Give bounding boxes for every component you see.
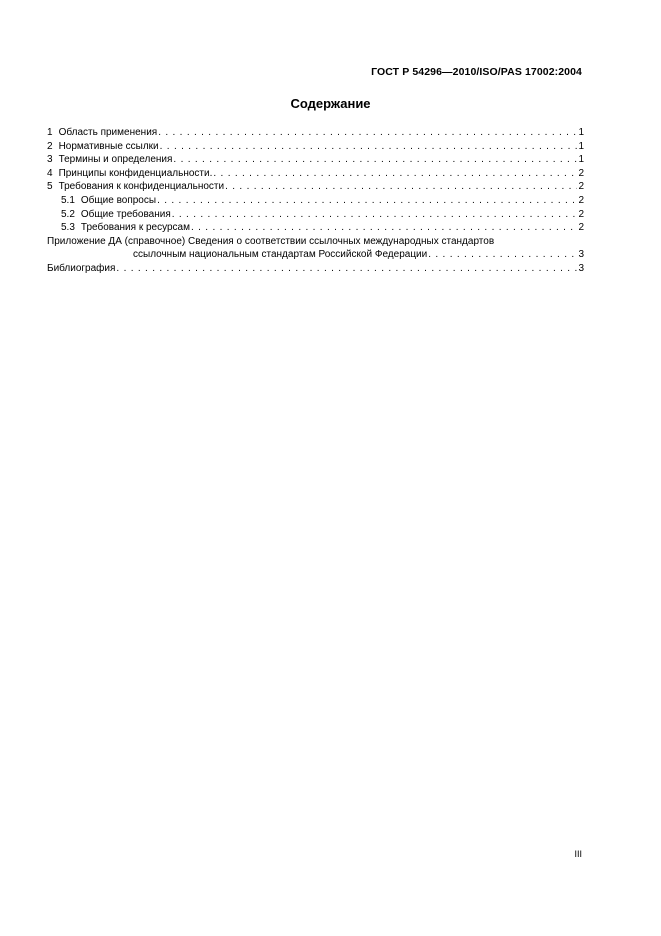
toc-entry-page: 1	[578, 127, 584, 138]
toc-entry-page: 3	[578, 262, 584, 274]
toc-leader-dots	[225, 180, 577, 194]
toc-leader-dots	[116, 262, 577, 276]
toc-entry-4[interactable]	[47, 167, 584, 181]
toc-leader-dots	[191, 221, 577, 235]
toc-appendix-title: Приложение ДА (справочное) Сведения о соответствии ссылочных международных стандартов	[47, 235, 495, 247]
toc-entry-page: 2	[578, 181, 584, 193]
toc-entry-title: Требования к конфиденциальности	[58, 181, 225, 193]
toc-entry-1[interactable]	[47, 126, 584, 140]
toc-appendix-title-continued: ссылочным национальным стандартам Российской Федерации	[133, 249, 428, 261]
page-number: III	[574, 849, 582, 859]
toc-entry-number: 2	[47, 140, 53, 152]
toc-leader-dots	[173, 153, 577, 167]
toc-bibliography[interactable]	[47, 262, 584, 276]
toc-entry-page: 2	[578, 194, 584, 206]
toc-entry-page: 1	[578, 140, 584, 152]
toc-entry-page: 3	[578, 249, 584, 261]
toc-entry-page: 2	[578, 167, 584, 179]
table-of-contents	[47, 126, 584, 276]
toc-entry-number: 5.1	[61, 194, 75, 206]
toc-entry-title: Общие требования	[80, 208, 171, 220]
toc-entry-page: 1	[578, 154, 584, 166]
toc-leader-dots	[213, 167, 577, 181]
toc-entry-3[interactable]	[47, 153, 584, 167]
toc-entry-title: Нормативные ссылки	[58, 140, 159, 152]
toc-entry-number: 5	[47, 181, 53, 193]
toc-entry-page: 2	[578, 208, 584, 220]
toc-entry-5-1[interactable]	[47, 194, 584, 208]
toc-entry-title: Требования к ресурсам	[80, 222, 190, 234]
toc-appendix-line-2[interactable]	[47, 248, 584, 262]
toc-title: Содержание	[290, 96, 371, 111]
toc-leader-dots	[172, 208, 578, 222]
toc-entry-title: Термины и определения	[58, 154, 173, 166]
standard-header: ГОСТ Р 54296—2010/ISO/PAS 17002:2004	[371, 66, 582, 78]
toc-entry-title: Принципы конфиденциальности.	[58, 167, 213, 179]
toc-entry-page: 2	[578, 222, 584, 234]
toc-entry-number: 3	[47, 154, 53, 166]
toc-entry-number: 1	[47, 127, 53, 138]
toc-entry-2[interactable]	[47, 140, 584, 154]
toc-entry-number: 5.2	[61, 208, 75, 220]
toc-entry-5-3[interactable]	[47, 221, 584, 235]
toc-leader-dots	[157, 194, 577, 208]
toc-entry-number: 5.3	[61, 222, 75, 234]
toc-entry-title: Область применения	[58, 127, 158, 138]
toc-entry-title: Библиография	[47, 262, 116, 274]
toc-leader-dots	[158, 126, 577, 140]
toc-leader-dots	[428, 248, 577, 262]
toc-entry-5-2[interactable]	[47, 208, 584, 222]
toc-entry-title: Общие вопросы	[80, 194, 157, 206]
toc-leader-dots	[160, 140, 578, 154]
toc-entry-5[interactable]	[47, 180, 584, 194]
toc-appendix-line-1[interactable]	[47, 235, 584, 249]
toc-entry-number: 4	[47, 167, 53, 179]
